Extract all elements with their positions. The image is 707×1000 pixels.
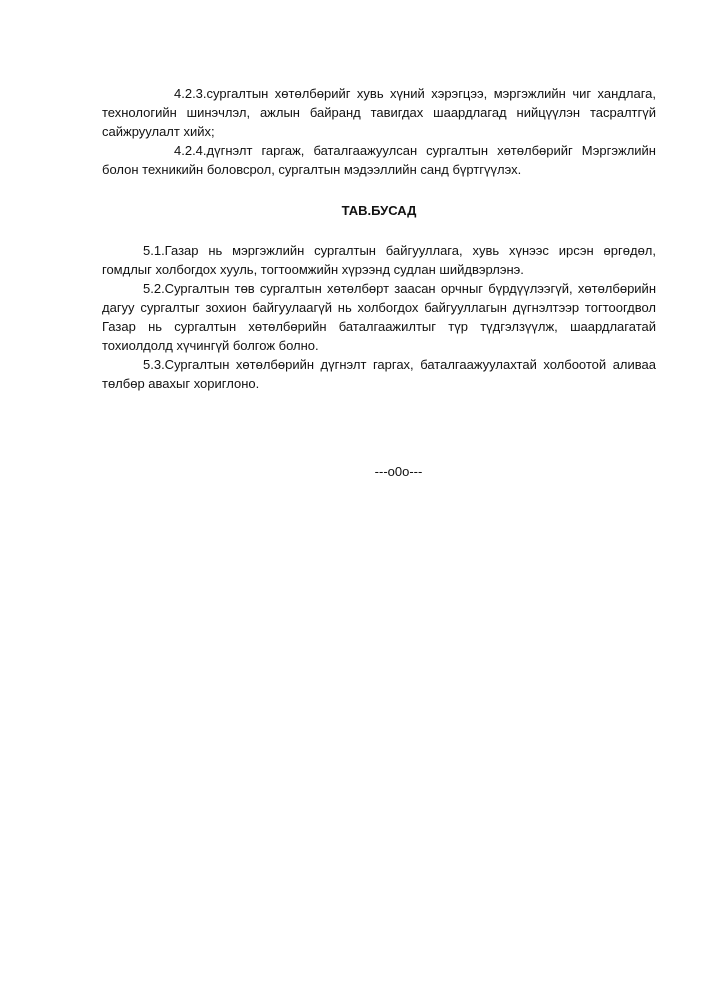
paragraph-4-2-3: 4.2.3.сургалтын хөтөлбөрийг хувь хүний хэрэгцээ, мэргэжлийн чиг хандлага, технологийн шинэчлэл, ажлын байранд тавигдах шаардлагад нийцүүлэн тасралтгүй сайжруулалт хийх; [102,86,656,139]
document-body [102,84,656,393]
paragraph-5-3: 5.3.Сургалтын хөтөлбөрийн дүгнэлт гаргах, баталгаажуулахтай холбоотой аливаа төлбөр авахыг хориглоно. [102,357,656,391]
paragraph-5-1: 5.1.Газар нь мэргэжлийн сургалтын байгууллага, хувь хүнээс ирсэн өргөдөл, гомдлыг холбогдох хууль, тогтоомжийн хүрээнд судлан шийдвэрлэнэ. [102,243,656,277]
document-end-mark: ---o0o--- [374,464,423,479]
section-heading: ТАВ.БУСАД [341,203,417,218]
paragraph-5-2: 5.2.Сургалтын төв сургалтын хөтөлбөрт заасан орчныг бүрдүүлээгүй, хөтөлбөрийн дагуу сургалтыг зохион байгуулаагүй нь холбогдох байгууллагын дүгнэлтээр тогтоогдвол Газар нь сургалтын хөтөлбөрийн баталгаажилтыг түр түдгэлзүүлж, шаардлагатай тохиолдолд хүчингүй болгож болно. [102,281,656,353]
paragraph-4-2-4: 4.2.4.дүгнэлт гаргаж, баталгаажуулсан сургалтын хөтөлбөрийг Мэргэжлийн болон техникийн боловсрол, сургалтын мэдээллийн санд бүртгүүлэх. [102,143,656,177]
